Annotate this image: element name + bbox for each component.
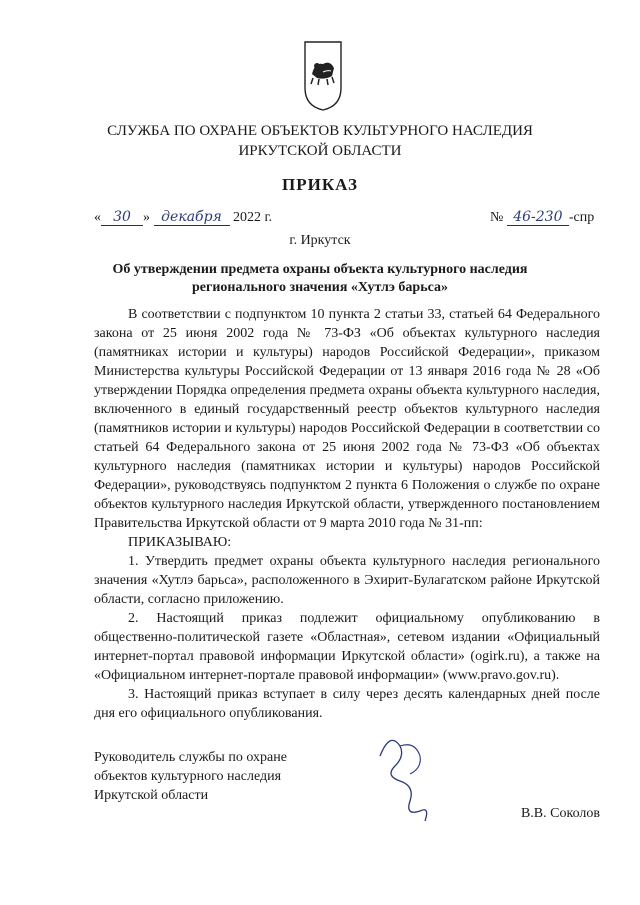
order-item-3: 3. Настоящий приказ вступает в силу через десять календарных дней после дня его официального опубликования. (94, 687, 600, 721)
position-line-3: Иркутской области (94, 788, 209, 803)
number-prefix: № (490, 210, 504, 225)
signatory-position (94, 748, 287, 805)
signatory-name: В.В. Соколов (520, 806, 600, 821)
date-open-quote: « (94, 210, 101, 225)
preamble-paragraph: В соответствии с подпунктом 10 пункта 2 статьи 33, статьей 64 Федерального закона от 25 июня 2002 года № 73-ФЗ «Об объектах культурного наследия (памятниках истории и культуры) народов Российской Федерации», приказом Министерства культуры Российской Федерации от 13 января 2016 года № 28 «Об утверждении Порядка определения предмета охраны объекта культурного наследия, включенного в единый государственный реестр объектов культурного наследия (памятников истории и культуры) народов Российской Федерации в соответствии со статьей 64 Федерального закона от 25 июня 2002 года № 73-ФЗ «Об объектах культурного наследия (памятниках истории и культуры) народов Российской Федерации», руководствуясь подпунктом 2 пункта 6 Положения о службе по охране объектов культурного наследия Иркутской области, утвержденного постановлением Правительства Иркутской области от 9 марта 2010 года № 31-пп: (94, 307, 600, 531)
date-year: 2022 г. (233, 210, 273, 225)
number-suffix: -спр (568, 210, 595, 225)
coat-of-arms-icon (303, 40, 343, 112)
document-type-title: ПРИКАЗ (282, 175, 358, 194)
position-line-1: Руководитель службы по охране (94, 750, 287, 765)
city: г. Иркутск (289, 233, 351, 248)
handwritten-signature (370, 726, 450, 826)
order-item-1: 1. Утвердить предмет охраны объекта культурного наследия регионального значения «Хутлэ барьса», расположенного в Эхирит-Булагатском районе Иркутской области, согласно приложению. (94, 554, 600, 607)
document-number (490, 209, 594, 226)
document-subject: Об утверждении предмета охраны объекта культурного наследия регионального значения «Хутлэ барьса» (112, 262, 528, 295)
order-word: ПРИКАЗЫВАЮ: (128, 535, 232, 550)
order-item-2: 2. Настоящий приказ подлежит официальному опубликованию в общественно-политической газете «Областная», сетевом издании «Официальный интернет-портал правовой информации Иркутской области» (ogirk.ru), а также на «Официальном интернет-портале правовой информации» (www.pravo.gov.ru). (94, 611, 600, 683)
date-close-quote: » (143, 210, 150, 225)
document-body (94, 305, 600, 723)
position-line-2: объектов культурного наследия (94, 769, 282, 784)
number-value: 46-230 (507, 209, 569, 226)
organization-name-line2: ИРКУТСКОЙ ОБЛАСТИ (238, 143, 402, 159)
organization-name-line1: СЛУЖБА ПО ОХРАНЕ ОБЪЕКТОВ КУЛЬТУРНОГО НАСЛЕДИЯ (107, 123, 533, 139)
document-date (94, 209, 272, 226)
date-day: 30 (101, 209, 143, 226)
date-month: декабря (154, 209, 230, 226)
